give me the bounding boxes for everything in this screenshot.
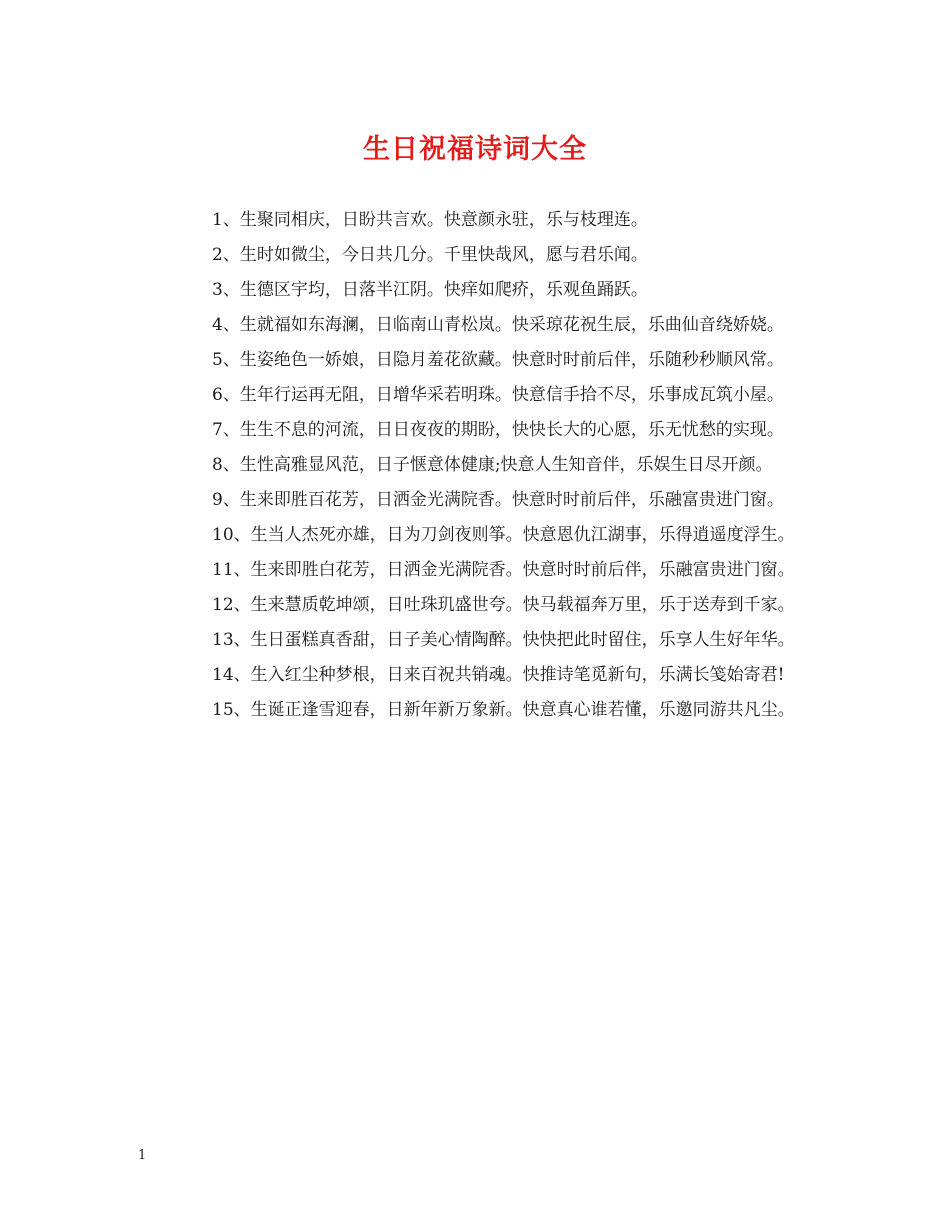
list-item: 8、生性高雅显风范，日子惬意体健康;快意人生知音伴，乐娱生日尽开颜。 [212, 455, 773, 475]
list-item: 13、生日蛋糕真香甜，日子美心情陶醉。快快把此时留住，乐享人生好年华。 [212, 630, 795, 650]
list-item: 14、生入红尘种梦根，日来百祝共销魂。快推诗笔觅新句，乐满长笺始寄君! [212, 665, 785, 685]
page-number: 1 [138, 1148, 147, 1163]
list-item: 5、生姿绝色一娇娘，日隐月羞花欲藏。快意时时前后伴，乐随秒秒顺风常。 [212, 350, 784, 370]
list-item: 3、生德区宇均，日落半江阴。快痒如爬疥，乐观鱼踊跃。 [212, 280, 648, 300]
list-item: 7、生生不息的河流，日日夜夜的期盼，快快长大的心愿，乐无忧愁的实现。 [212, 420, 784, 440]
list-item: 12、生来慧质乾坤颂，日吐珠玑盛世夸。快马载福奔万里，乐于送寿到千家。 [212, 595, 795, 615]
poem-list [138, 203, 814, 728]
list-item: 10、生当人杰死亦雄，日为刀剑夜则筝。快意恩仇江湖事，乐得逍遥度浮生。 [212, 525, 795, 545]
list-item: 9、生来即胜百花芳，日洒金光满院香。快意时时前后伴，乐融富贵进门窗。 [212, 490, 784, 510]
list-item: 2、生时如微尘，今日共几分。千里快哉风，愿与君乐闻。 [212, 245, 648, 265]
list-item: 4、生就福如东海澜，日临南山青松岚。快采琼花祝生辰，乐曲仙音绕娇娆。 [212, 315, 784, 335]
list-item: 11、生来即胜白花芳，日洒金光满院香。快意时时前后伴，乐融富贵进门窗。 [212, 560, 795, 580]
list-item: 6、生年行运再无阻，日增华采若明珠。快意信手拾不尽，乐事成瓦筑小屋。 [212, 385, 784, 405]
list-item: 15、生诞正逢雪迎春，日新年新万象新。快意真心谁若懂，乐邀同游共凡尘。 [212, 700, 795, 720]
page-title: 生日祝福诗词大全 [363, 134, 587, 165]
list-item: 1、生聚同相庆，日盼共言欢。快意颜永驻，乐与枝理连。 [212, 210, 648, 230]
